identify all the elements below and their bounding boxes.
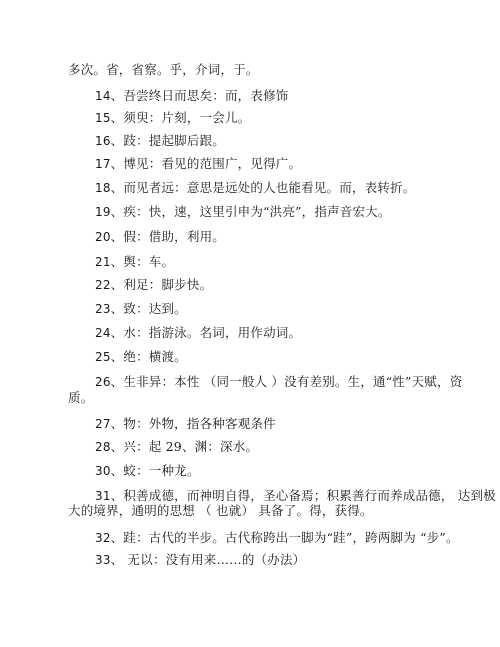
item-number: 14 (95, 89, 111, 103)
item-number: 17 (95, 157, 111, 171)
item-text: 、吾尝终日而思矣：而，表修饰 (110, 88, 289, 103)
item-number: 18 (95, 181, 111, 195)
list-item (95, 229, 225, 245)
item-text: 、博见：看见的范围广，见得广。 (110, 156, 302, 171)
item-text: 、跂：提起脚后跟。 (110, 133, 225, 148)
list-item (95, 416, 276, 432)
item-number: 26 (95, 375, 111, 389)
list-item (95, 88, 288, 104)
item-number: 24 (95, 326, 111, 340)
list-item (95, 301, 187, 317)
intro-line: 多次。省，省察。乎，介词，于。 (68, 62, 259, 77)
list-item (95, 374, 462, 390)
list-item (95, 254, 174, 270)
item-text: 、绝：横渡。 (110, 349, 187, 364)
item-text: 、致：达到。 (110, 301, 187, 316)
item-text: 、而见者远：意思是远处的人也能看见。而，表转折。 (110, 180, 416, 195)
list-item (95, 156, 301, 172)
item-number: 21 (95, 255, 111, 269)
list-item (95, 325, 301, 341)
item-number: 20 (95, 230, 111, 244)
item-number: 27 (95, 417, 111, 431)
item-text: 、积善成德，而神明自得，圣心备焉；积累善行而养成品德， 达到极 (110, 488, 496, 503)
list-item-continuation: 质。 (68, 390, 94, 405)
item-text: 、物：外物，指各种客观条件 (110, 416, 276, 431)
item-number: 16 (95, 134, 111, 148)
list-item (95, 204, 391, 220)
item-number: 15 (95, 111, 111, 125)
list-item (95, 180, 415, 196)
item-text: 、蛟：一种龙。 (110, 463, 200, 478)
item-text: 、舆：车。 (110, 254, 175, 269)
item-number: 32 (95, 531, 111, 545)
list-item (95, 463, 200, 479)
item-text: 、假：借助，利用。 (110, 229, 225, 244)
list-item (95, 488, 496, 504)
list-item (95, 110, 250, 126)
list-item (95, 552, 305, 568)
item-number: 19 (95, 205, 111, 219)
item-number: 31 (95, 489, 111, 503)
item-text: 、生非异：本性 （同一般人 ）没有差别。生，通“性”天赋，资 (110, 374, 463, 389)
list-item-continuation: 大的境界，通明的思想 （ 也就） 具备了。得，获得。 (68, 503, 373, 518)
item-text: 、疾：快，速，这里引申为“洪亮”，指声音宏大。 (110, 204, 391, 219)
item-text: 、跬：古代的半步。古代称跨出一脚为“跬”，跨两脚为 “步”。 (110, 530, 459, 545)
item-number: 25 (95, 350, 111, 364)
list-item (95, 133, 225, 149)
item-number: 28 (95, 440, 111, 454)
list-item (95, 439, 258, 455)
list-item (95, 349, 187, 365)
list-item (95, 277, 212, 293)
list-item (95, 530, 459, 546)
item-text: 、须臾：片刻，一会儿。 (110, 110, 251, 125)
item-number: 22 (95, 278, 111, 292)
item-text: 、 无以：没有用来……的（办法） (110, 552, 306, 567)
item-text: 、利足：脚步快。 (110, 277, 213, 292)
item-text: 、兴：起 29、渊：深水。 (110, 439, 259, 454)
item-number: 33 (95, 553, 111, 567)
item-number: 23 (95, 302, 111, 316)
item-number: 30 (95, 464, 111, 478)
item-text: 、水：指游泳。名词，用作动词。 (110, 325, 302, 340)
